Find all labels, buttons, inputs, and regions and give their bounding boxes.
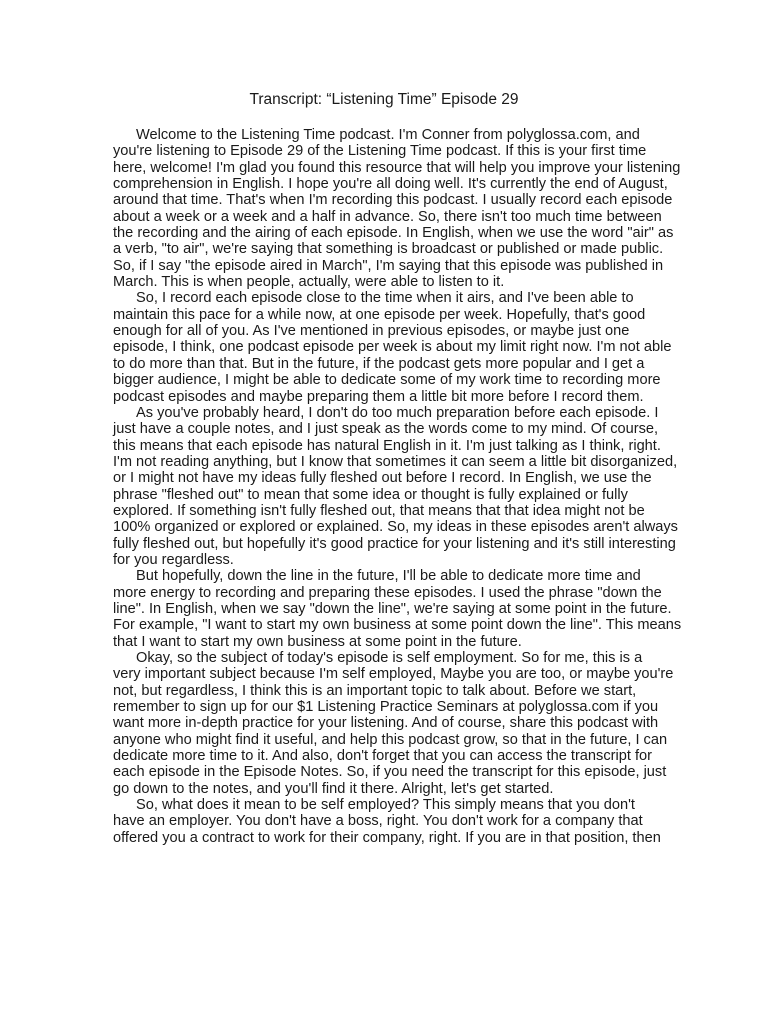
transcript-line: March. This is when people, actually, were able to listen to it. [113, 274, 505, 291]
transcript-line: So, what does it mean to be self employed? This simply means that you don't [136, 797, 635, 814]
transcript-line: anyone who might find it useful, and help this podcast grow, so that in the future, I can [113, 731, 668, 748]
transcript-paragraph [113, 568, 682, 650]
transcript-line: offered you a contract to work for their company, right. If you are in that position, then [113, 829, 661, 846]
transcript-line: line". In English, when we say "down the line", we're saying at some point in the future. [113, 600, 672, 617]
transcript-line: So, I record each episode close to the time when it airs, and I've been able to [136, 290, 634, 307]
transcript-line: to do more than that. But in the future, if the podcast gets more popular and I get a [113, 355, 645, 372]
transcript-line: want more in-depth practice for your listening. And of course, share this podcast with [113, 715, 659, 732]
transcript-line: go down to the notes, and you'll find it there. Alright, let's get started. [113, 780, 554, 797]
transcript-line: fully fleshed out, but hopefully it's good practice for your listening and it's still interesting [113, 535, 676, 552]
transcript-line: I'm not reading anything, but I know that sometimes it can seem a little bit disorganized, [113, 453, 678, 470]
transcript-paragraph [113, 650, 674, 797]
transcript-paragraph [113, 797, 661, 846]
transcript-paragraph [113, 290, 672, 405]
transcript-line: you're listening to Episode 29 of the Listening Time podcast. If this is your first time [113, 143, 647, 160]
transcript-line: remember to sign up for our $1 Listening Practice Seminars at polyglossa.com if you [113, 699, 659, 716]
transcript-line: the recording and the airing of each episode. In English, when we use the word "air" as [113, 225, 674, 242]
transcript-line: about a week or a week and a half in advance. So, there isn't too much time between [113, 208, 662, 225]
transcript-line: comprehension in English. I hope you're all doing well. It's currently the end of August, [113, 176, 668, 193]
transcript-line: more energy to recording and preparing these episodes. I used the phrase "down the [113, 584, 662, 601]
document-title: Transcript: “Listening Time” Episode 29 [249, 91, 519, 108]
transcript-line: enough for all of you. As I've mentioned in previous episodes, or maybe just one [113, 323, 630, 340]
transcript-line: Okay, so the subject of today's episode is self employment. So for me, this is a [136, 650, 643, 666]
transcript-line: podcast episodes and maybe preparing them a little bit more before I record them. [113, 388, 644, 405]
transcript-line: maintain this pace for a while now, at one episode per week. Hopefully, that's good [113, 306, 646, 323]
transcript-line: episode, I think, one podcast episode per week is about my limit right now. I'm not able [113, 339, 672, 356]
transcript-line: a verb, "to air", we're saying that something is broadcast or published or made public. [113, 241, 664, 258]
transcript-line: As you've probably heard, I don't do too much preparation before each episode. I [136, 404, 659, 421]
transcript-line: this means that each episode has natural English in it. I'm just talking as I think, right. [113, 437, 661, 454]
transcript-line: So, if I say "the episode aired in March", I'm saying that this episode was published in [113, 257, 664, 274]
transcript-line: dedicate more time to it. And also, don't forget that you can access the transcript for [113, 748, 652, 765]
transcript-line: not, but regardless, I think this is an important topic to talk about. Before we start, [113, 682, 637, 699]
transcript-line: explored. If something isn't fully fleshed out, that means that that idea might not be [113, 502, 645, 519]
transcript-line: each episode in the Episode Notes. So, if you need the transcript for this episode, just [113, 764, 667, 781]
transcript-line: for you regardless. [113, 551, 234, 568]
transcript-line: bigger audience, I might be able to dedicate some of my work time to recording more [113, 372, 661, 389]
transcript-body [113, 127, 682, 846]
transcript-line: here, welcome! I'm glad you found this resource that will help you improve your listening [113, 159, 681, 176]
transcript-line: that I want to start my own business at some point in the future. [113, 633, 522, 650]
transcript-paragraph [113, 404, 678, 568]
transcript-line: But hopefully, down the line in the future, I'll be able to dedicate more time and [136, 568, 641, 585]
transcript-line: or I might not have my ideas fully fleshed out before I record. In English, we use the [113, 470, 652, 487]
transcript-line: phrase "fleshed out" to mean that some idea or thought is fully explained or fully [113, 486, 628, 503]
transcript-line: around that time. That's when I'm recording this podcast. I usually record each episode [113, 192, 673, 209]
transcript-line: Welcome to the Listening Time podcast. I'm Conner from polyglossa.com, and [136, 127, 640, 143]
transcript-line: just have a couple notes, and I just speak as the words come to my mind. Of course, [113, 421, 659, 438]
transcript-line: For example, "I want to start my own business at some point down the line". This means [113, 617, 682, 634]
transcript-paragraph [113, 127, 681, 291]
transcript-line: very important subject because I'm self employed, Maybe you are too, or maybe you're [113, 666, 674, 683]
transcript-line: 100% organized or explored or explained. So, my ideas in these episodes aren't always [113, 519, 678, 536]
transcript-line: have an employer. You don't have a boss, right. You don't work for a company that [113, 813, 643, 830]
